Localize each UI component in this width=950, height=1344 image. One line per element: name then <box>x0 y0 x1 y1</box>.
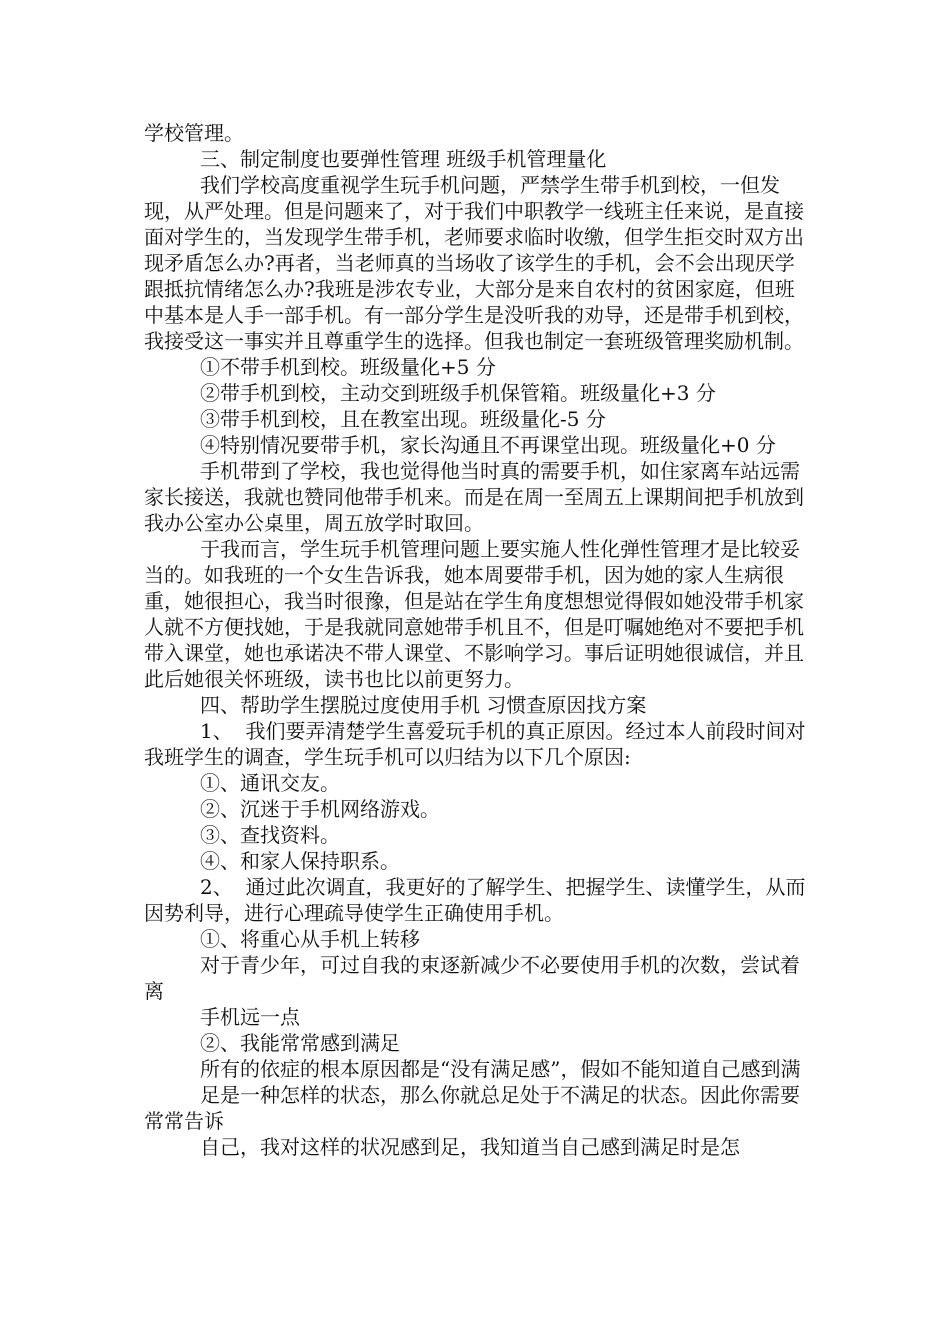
paragraph: 手机远一点 <box>200 1005 300 1029</box>
paragraph: ②带手机到校，主动交到班级手机保管箱。班级量化+3 分 <box>200 381 716 405</box>
paragraph: ①、将重心从手机上转移 <box>200 927 420 951</box>
paragraph: ③带手机到校，且在教室出现。班级量化-5 分 <box>200 407 606 431</box>
paragraph: ②、我能常常感到满足 <box>200 1031 400 1055</box>
paragraph: ④、和家人保持职系。 <box>200 849 400 873</box>
paragraph: 手机带到了学校，我也觉得他当时真的需要手机，如住家离车站远需家长接送，我就也赞同他带手机来。而是在周一至周五上课期间把手机放到我办公室办公桌里，周五放学时取回。 <box>144 459 804 535</box>
paragraph: 1、 我们要弄清楚学生喜爱玩手机的真正原因。经过本人前段时间对我班学生的调查，学生玩手机可以归结为以下几个原因: <box>144 719 806 769</box>
paragraph: 所有的依症的根本原因都是“没有满足感”，假如不能知道自己感到满 <box>200 1057 801 1081</box>
paragraph: ②、沉迷于手机网络游戏。 <box>200 797 440 821</box>
paragraph: 对于青少年，可过自我的束逐新减少不必要使用手机的次数，尝试着离 <box>144 953 800 1003</box>
paragraph: 自己，我对这样的状况感到足，我知道当自己感到满足时是怎 <box>200 1135 740 1159</box>
paragraph: 于我而言，学生玩手机管理问题上要实施人性化弹性管理才是比较妥当的。如我班的一个女生告诉我，她本周要带手机，因为她的家人生病很重，她很担心，我当时很豫，但是站在学生角度想想觉得假如她没带手机家人就不方便找她，于是我就同意她带手机且不，但是叮嘱她绝对不要把手机带入课堂，她也承诺决不带人课堂、不影响学习。事后证明她很诚信，并且此后她很关怀班级，读书也比以前更努力。 <box>144 537 804 691</box>
paragraph: 学校管理。 <box>144 121 244 145</box>
paragraph: ④特别情况要带手机，家长沟通且不再课堂出现。班级量化+0 分 <box>200 433 776 457</box>
paragraph: ①不带手机到校。班级量化+5 分 <box>200 355 496 379</box>
paragraph: 足是一种怎样的状态，那么你就总足处于不满足的状态。因此你需要常常告诉 <box>144 1083 800 1133</box>
paragraph: ①、通讯交友。 <box>200 771 340 795</box>
paragraph: 三、制定制度也要弹性管理 班级手机管理量化 <box>200 147 607 171</box>
paragraph: 四、帮助学生摆脱过度使用手机 习惯查原因找方案 <box>200 693 647 717</box>
document-body <box>144 120 808 1160</box>
paragraph: ③、查找资料。 <box>200 823 340 847</box>
paragraph: 2、 通过此次调直，我更好的了解学生、把握学生、读懂学生，从而因势利导，进行心理疏导使学生正确使用手机。 <box>144 875 806 925</box>
paragraph: 我们学校高度重视学生玩手机问题，严禁学生带手机到校，一但发现，从严处理。但是问题来了，对于我们中职教学一线班主任来说，是直接面对学生的，当发现学生带手机，老师要求临时收缴，但学生拒交时双方出现矛盾怎么办?再者，当老师真的当场收了该学生的手机，会不会出现厌学跟抵抗情绪怎么办?我班是涉农专业，大部分是来自农村的贫困家庭，但班中基本是人手一部手机。有一部分学生是没听我的劝导，还是带手机到校，我接受这一事实并且尊重学生的选择。但我也制定一套班级管理奖励机制。 <box>144 173 804 353</box>
